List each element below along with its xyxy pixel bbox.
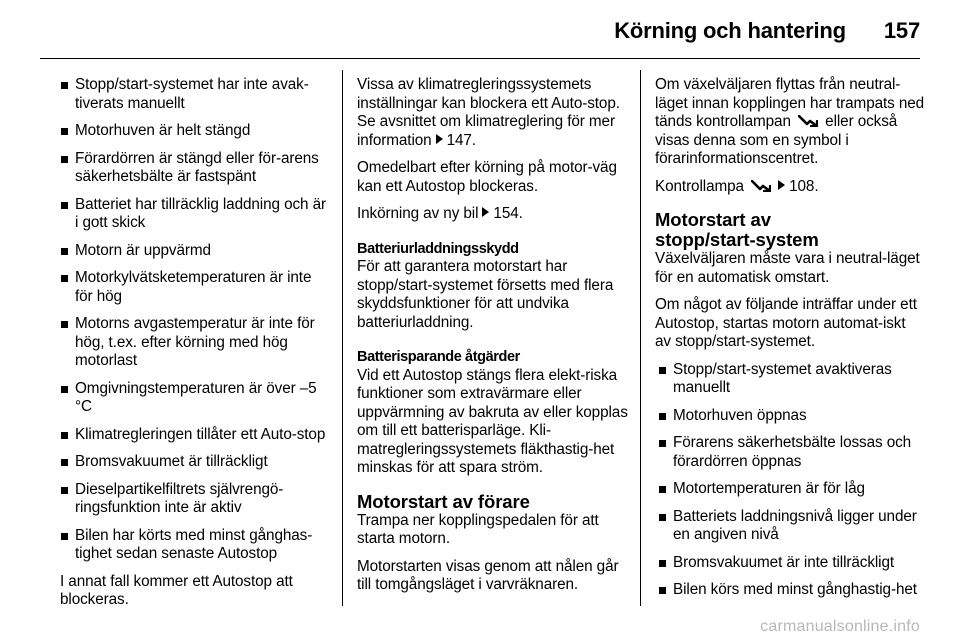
paragraph: Trampa ner kopplingspedalen för att starta motorn. [357,511,599,547]
page-reference-arrow-icon [778,180,785,190]
subheading: Batteriurladdningsskydd [357,240,519,257]
paragraph [655,178,925,197]
section-heading [655,210,925,250]
list-item: Stopp/start-systemet har inte avak-tiverats manuellt [60,76,332,113]
column-divider [640,70,641,606]
column-1 [60,76,332,619]
column-divider [342,70,343,606]
page-title: Körning och hantering [614,18,846,43]
page-reference-arrow-icon [482,207,489,217]
paragraph: Växelväljaren måste vara i neutral-läget för en automatisk omstart. [655,250,920,286]
gearshift-indicator-icon [798,115,818,127]
heading-line: Motorstart av [655,209,771,230]
paragraph: Motorstarten visas genom att nålen går till tomgångsläget i varvräknaren. [357,557,619,593]
page-reference[interactable]: 154. [493,205,523,222]
subsection-body: Vid ett Autostop stängs flera elekt-riska funktioner som extravärmare eller uppvärmning av bakruta av eller kopplas om till ett batterisparläge. Kli-matregleringssystemets fläkthastig-het minskas för att spara ström. [357,366,628,476]
list-item: Motorkylvätsketemperaturen är inte för hög [60,269,332,306]
list-item: Omgivningstemperaturen är över –5 °C [60,380,332,417]
subsection [357,240,629,333]
paragraph [357,76,629,150]
list-item: Förarens säkerhetsbälte lossas och förardörren öppnas [658,434,925,471]
paragraph [357,205,629,224]
paragraph-text: Kontrollampa [655,177,744,195]
list-item: Förardörren är stängd eller för-arens säkerhetsbälte är fastspänt [60,150,332,187]
list-item: Bilen har körts med minst gånghas-tighet sedan senaste Autostop [60,527,332,564]
list-item: Motorns avgastemperatur är inte för hög, t.ex. efter körning med hög motorlast [60,315,332,371]
subheading: Batterisparande åtgärder [357,349,520,365]
column-2 [357,76,629,604]
paragraph-text: Inkörning av ny bil [357,205,479,222]
closing-paragraph: I annat fall kommer ett Autostop att blockeras. [60,572,293,608]
list-item: Bromsvakuumet är tillräckligt [60,453,332,472]
list-item: Dieselpartikelfiltrets självrengö-ringsfunktion inte är aktiv [60,481,332,518]
paragraph: Om något av följande inträffar under ett Autostop, startas motorn automat-iskt av stopp/start-systemet. [655,296,917,350]
subsection [357,348,629,478]
header-rule [40,58,920,59]
autostop-conditions-list [60,76,332,564]
list-item: Bromsvakuumet är inte tillräckligt [658,554,925,573]
page-reference-arrow-icon [436,134,443,144]
list-item: Batteriets laddningsnivå ligger under en angiven nivå [658,508,925,545]
list-item: Motortemperaturen är för låg [658,480,925,499]
paragraph-text: Om växelväljaren flyttas från neutral-läget innan kopplingen har trampats ned tänds kontrollampan [655,76,925,130]
page-reference[interactable]: 108. [789,177,819,195]
paragraph-text: eller också visas denna som en symbol i förarinformationscentret. [655,113,898,167]
list-item: Motorhuven är helt stängd [60,122,332,141]
subsection-body: För att garantera motorstart har stopp/start-systemet försetts med flera skyddsfunktioner för att undvika batteriurladdning. [357,258,614,331]
gearshift-indicator-icon [751,180,771,192]
list-item: Batteriet har tillräcklig laddning och är i gott skick [60,196,332,233]
restart-conditions-list [658,361,925,600]
list-item: Klimatregleringen tillåter ett Auto-stop [60,426,332,445]
list-item: Stopp/start-systemet avaktiveras manuellt [658,361,925,398]
paragraph [655,76,925,169]
list-item: Motorn är uppvärmd [60,242,332,261]
column-3 [655,76,925,609]
paragraph: Omedelbart efter körning på motor-väg kan ett Autostop blockeras. [357,159,617,195]
page-reference[interactable]: 147. [446,131,476,149]
section-heading: Motorstart av förare [357,490,530,512]
watermark: carmanualsonline.info [760,618,920,635]
paragraph-text: Vissa av klimatregleringssystemets inställningar kan blockera ett Auto-stop. Se avsnittet om klimatreglering för mer information [357,76,620,149]
list-item: Motorhuven öppnas [658,407,925,426]
list-item: Bilen körs med minst gånghastig-het [658,581,925,600]
page-header [614,18,920,44]
heading-line: stopp/start-system [655,229,819,250]
page-number: 157 [883,18,920,43]
